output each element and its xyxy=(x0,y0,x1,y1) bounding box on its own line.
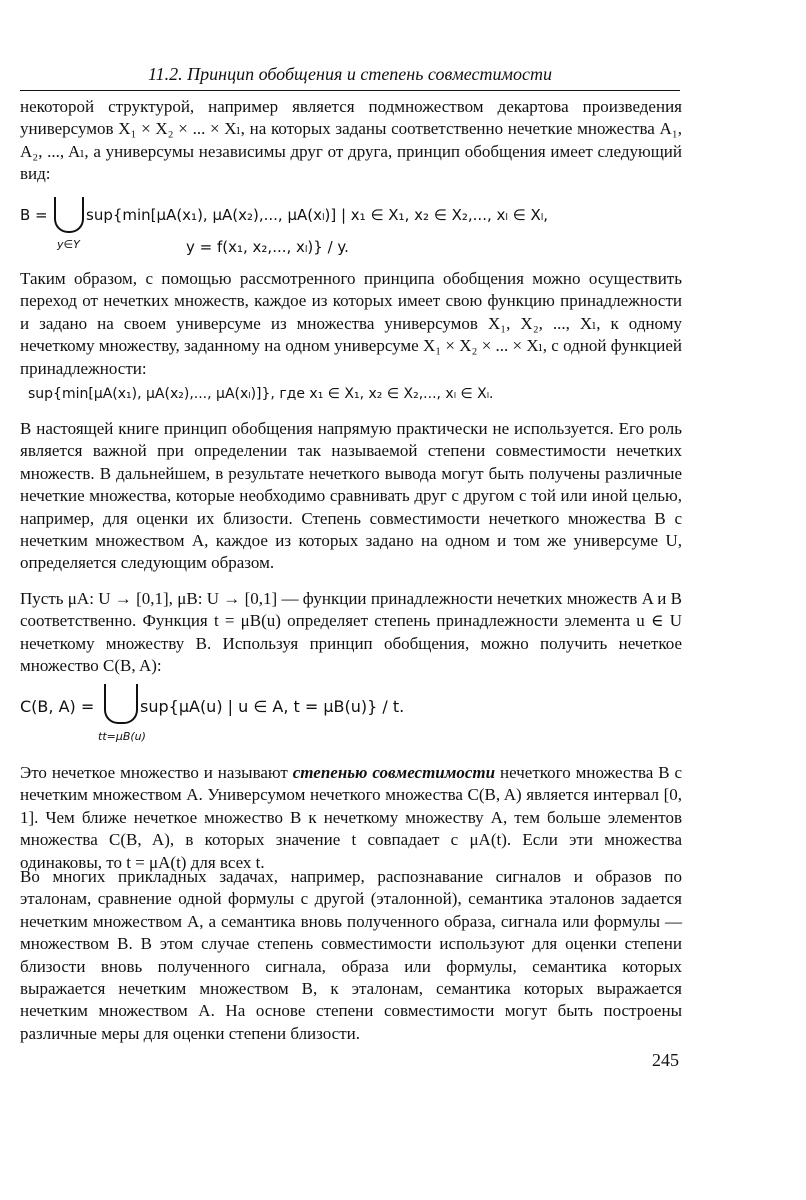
formula-1-line-2: y = f(x₁, x₂,..., xₗ)} / y. xyxy=(186,238,349,256)
paragraph-1: некоторой структурой, например является подмножеством декартова произведения универсумов X₁ × X₂ × ... × Xₗ, на которых заданы соответственно нечеткие множества A₁, A₂, ..., Aₗ, а универсумы независимы друг от друга, принцип обобщения имеет следующий вид: xyxy=(20,97,682,184)
union-symbol-2 xyxy=(104,684,138,724)
formula-3-subscript: tt=μB(u) xyxy=(98,730,146,743)
paragraph-2: Таким образом, с помощью рассмотренного принципа обобщения можно осуществить переход от нечетких множеств, каждое из которых имеет свою функцию принадлежности и задано на своем универсуме из множества универсумов X₁, X₂, ..., Xₗ, к одному нечеткому множеству, заданному на одном универсуме X₁ × X₂ × ... × Xₗ, с одной функцией принадлежности: xyxy=(20,269,682,378)
union-symbol-1 xyxy=(54,197,84,233)
formula-3-body: sup{μA(u) | u ∈ A, t = μB(u)} / t. xyxy=(140,697,405,716)
running-header: 11.2. Принцип обобщения и степень совместимости xyxy=(148,64,552,84)
header-rule xyxy=(20,90,680,91)
page-number: 245 xyxy=(652,1050,679,1070)
paragraph-3: В настоящей книге принцип обобщения напрямую практически не используется. Его роль является важной при определении так называемой степени совместимости нечетких множеств. В дальнейшем, в результате нечеткого вывода могут быть получены различные нечеткие множества, которые необходимо сравнивать друг с другом с той или иной целью, например, для оценки их близости. Степень совместимости нечеткого множества B с нечетким множеством A, каждое из которых задано на одном и том же универсуме U, определяется следующим образом. xyxy=(20,419,682,573)
paragraph-6: Во многих прикладных задачах, например, распознавание сигналов и образов по эталонам, сравнение одной формулы с другой (эталонной), семантика эталонов задается нечетким множеством A, а семантика вновь полученного образа, сигнала или формулы — множеством B. В этом случае степень совместимости используют для оценки степени близости вновь полученного сигнала, образа или формулы, семантика которых выражается нечетким множеством B, к эталонам, семантика которых выражается нечетким множеством A. На основе степени совместимости могут быть построены различные меры для оценки степени близости. xyxy=(20,867,682,1043)
paragraph-5 xyxy=(20,762,682,874)
term-compatibility-degree: степенью совместимости xyxy=(292,763,496,782)
formula-1-subscript: y∈Y xyxy=(57,238,80,251)
paragraph-5-start: Это нечеткое множество и называют xyxy=(20,763,293,782)
formula-1-lhs: B = xyxy=(20,206,48,224)
formula-1-line-1: sup{min[μA(x₁), μA(x₂),..., μA(xₗ)] | x₁ ∈ X₁, x₂ ∈ X₂,..., xₗ ∈ Xₗ, xyxy=(86,206,548,224)
formula-2: sup{min[μA(x₁), μA(x₂),..., μA(xₗ)]}, где x₁ ∈ X₁, x₂ ∈ X₂,..., xₗ ∈ Xₗ. xyxy=(28,386,494,402)
paragraph-4: Пусть μA: U → [0,1], μB: U → [0,1] — функции принадлежности нечетких множеств A и B соответственно. Функция t = μB(u) определяет степень принадлежности элемента u ∈ U нечеткому множеству B. Используя принцип обобщения, можно получить нечеткое множество C(B, A): xyxy=(20,589,682,676)
paragraph-5-end: нечеткого множества B с нечетким множеством A. Универсумом нечеткого множества C(B, A) является интервал [0, 1]. Чем ближе нечеткое множество B к нечеткому множеству A, тем больше элементов множества C(B, A), в которых значение t совпадает с μA(t). Если эти множества одинаковы, то t = μA(t) для всех t. xyxy=(20,763,683,872)
formula-3-lhs: C(B, A) = xyxy=(20,697,95,716)
